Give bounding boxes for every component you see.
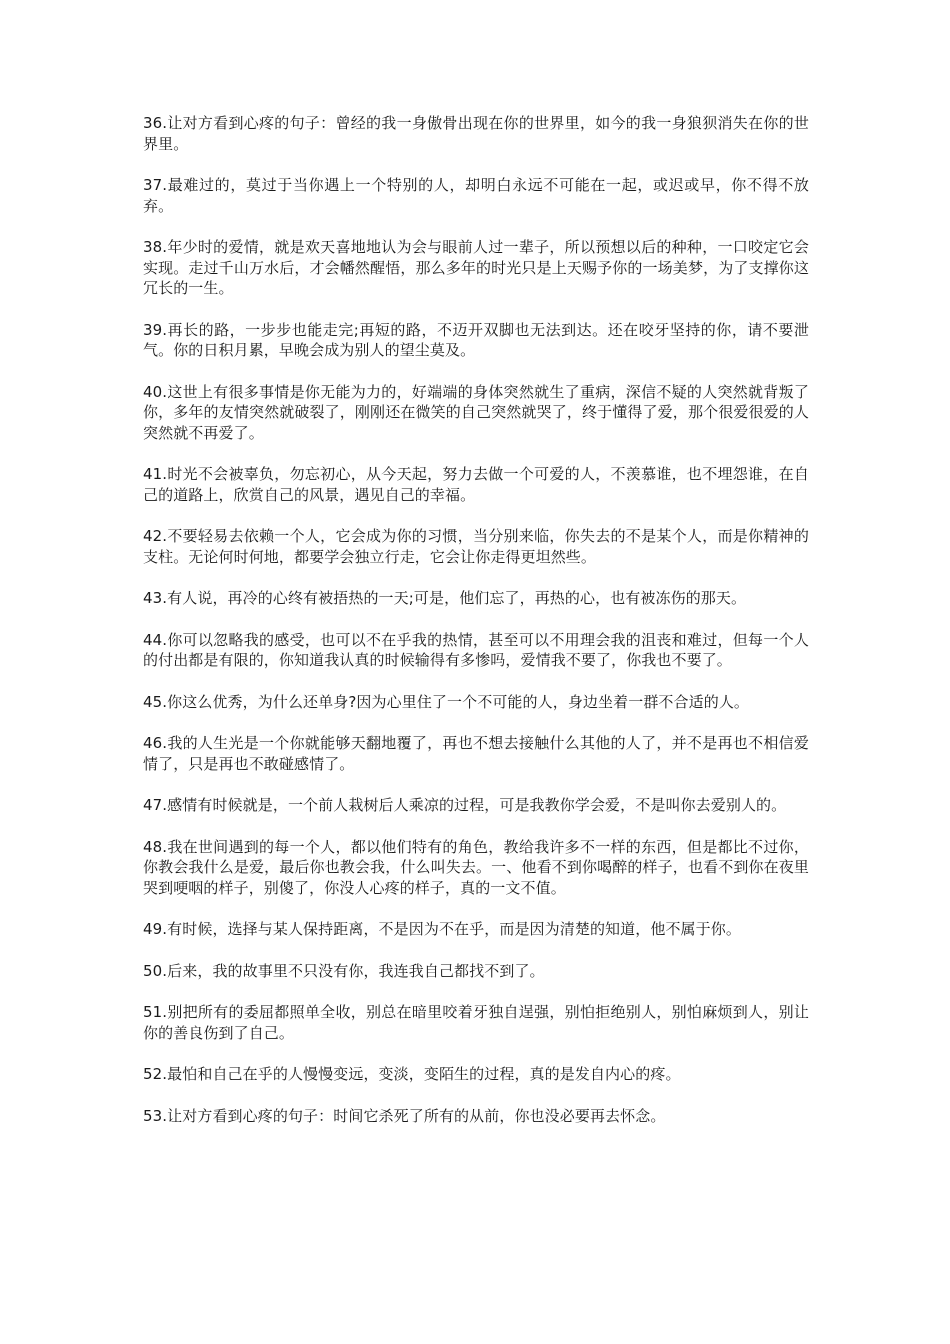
paragraph-50: 50.后来，我的故事里不只没有你，我连我自己都找不到了。 <box>143 961 545 980</box>
paragraph-49: 49.有时候，选择与某人保持距离，不是因为不在乎，而是因为清楚的知道，他不属于你。 <box>143 920 741 938</box>
paragraph-41: 41.时光不会被辜负，勿忘初心，从今天起，努力去做一个可爱的人，不羡慕谁，也不埋怨谁，在自己的道路上，欣赏自己的风景，遇见自己的幸福。 <box>143 465 809 504</box>
paragraph-40: 40.这世上有很多事情是你无能为力的，好端端的身体突然就生了重病，深信不疑的人突然就背叛了你，多年的友情突然就破裂了，刚刚还在微笑的自己突然就哭了，终于懂得了爱，那个很爱很爱的人突然就不再爱了。 <box>143 382 809 442</box>
paragraph-53: 53.让对方看到心疼的句子：时间它杀死了所有的从前，你也没必要再去怀念。 <box>143 1106 666 1125</box>
paragraph-45: 45.你这么优秀，为什么还单身?因为心里住了一个不可能的人，身边坐着一群不合适的人。 <box>143 692 750 711</box>
paragraph-51: 51.别把所有的委屈都照单全收，别总在暗里咬着牙独自逞强，别怕拒绝别人，别怕麻烦到人，别让你的善良伤到了自己。 <box>143 1003 809 1042</box>
paragraph-38: 38.年少时的爱情，就是欢天喜地地认为会与眼前人过一辈子，所以预想以后的种种，一口咬定它会实现。走过千山万水后，才会幡然醒悟，那么多年的时光只是上天赐予你的一场美梦，为了支撑你这冗长的一生。 <box>143 238 809 297</box>
paragraph-47: 47.感情有时候就是，一个前人栽树后人乘凉的过程，可是我教你学会爱，不是叫你去爱别人的。 <box>143 796 787 814</box>
paragraph-43: 43.有人说，再冷的心终有被捂热的一天;可是，他们忘了，再热的心，也有被冻伤的那天。 <box>143 589 747 607</box>
paragraph-46: 46.我的人生光是一个你就能够天翻地覆了，再也不想去接触什么其他的人了，并不是再也不相信爱情了，只是再也不敢碰感情了。 <box>143 734 809 773</box>
paragraph-48: 48.我在世间遇到的每一个人，都以他们特有的角色，教给我许多不一样的东西，但是都比不过你，你教会我什么是爱，最后你也教会我，什么叫失去。一、他看不到你喝醉的样子，也看不到你在夜里哭到哽咽的样子，别傻了，你没人心疼的样子，真的一文不值。 <box>143 837 809 897</box>
paragraph-37: 37.最难过的，莫过于当你遇上一个特别的人，却明白永远不可能在一起，或迟或早，你不得不放弃。 <box>143 176 809 215</box>
paragraph-52: 52.最怕和自己在乎的人慢慢变远，变淡，变陌生的过程，真的是发自内心的疼。 <box>143 1065 681 1083</box>
paragraph-44: 44.你可以忽略我的感受，也可以不在乎我的热情，甚至可以不用理会我的沮丧和难过，但每一个人的付出都是有限的，你知道我认真的时候输得有多惨吗，爱情我不要了，你我也不要了。 <box>143 630 809 669</box>
document-body <box>143 113 809 1147</box>
paragraph-42: 42.不要轻易去依赖一个人，它会成为你的习惯，当分别来临，你失去的不是某个人，而是你精神的支柱。无论何时何地，都要学会独立行走，它会让你走得更坦然些。 <box>143 527 809 566</box>
paragraph-36: 36.让对方看到心疼的句子：曾经的我一身傲骨出现在你的世界里，如今的我一身狼狈消失在你的世界里。 <box>143 114 809 153</box>
paragraph-39: 39.再长的路，一步步也能走完;再短的路，不迈开双脚也无法到达。还在咬牙坚持的你，请不要泄气。你的日积月累，早晚会成为别人的望尘莫及。 <box>143 320 809 359</box>
